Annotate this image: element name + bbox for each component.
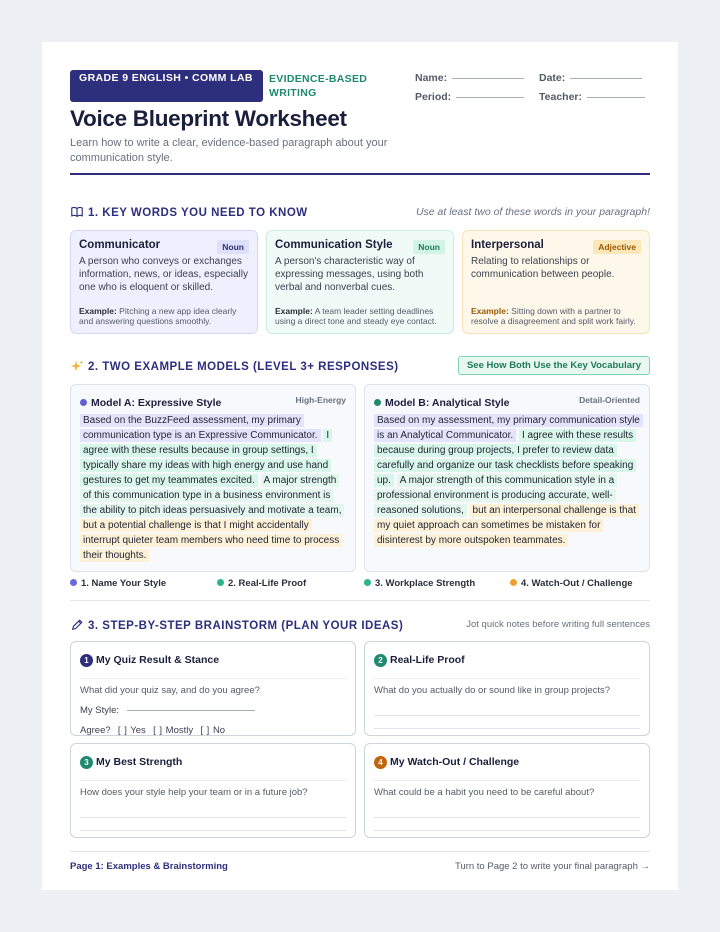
brainstorm-box-4 <box>364 743 650 838</box>
header-divider <box>70 173 650 175</box>
page-subtitle: Learn how to write a clear, evidence-based paragraph about your communication style. <box>70 137 388 164</box>
writing-line[interactable] <box>374 830 640 831</box>
sparkle-icon <box>70 359 84 373</box>
model-b-card <box>364 384 650 572</box>
agree-row <box>80 725 346 736</box>
vocab-example: Example: A team leader setting deadlines using a direct tone and steady eye contact. <box>275 306 437 326</box>
brainstorm-section-title: 3. STEP-BY-STEP BRAINSTORM (PLAN YOUR IDEAS) <box>88 620 404 632</box>
challenge-sentence: but an interpersonal challenge is that my quiet approach can sometimes be mistaken for disinterest by more outspoken teammates. <box>374 504 639 547</box>
vocab-cards <box>70 230 650 334</box>
brainstorm-boxes <box>70 641 650 841</box>
section-divider <box>70 600 650 601</box>
vocab-section-header <box>70 202 650 224</box>
name-label: Name: <box>415 72 448 84</box>
part-of-speech-badge: Adjective <box>593 240 641 254</box>
vocab-card-communication-style <box>266 230 454 334</box>
brainstorm-question: What did your quiz say, and do you agree? <box>80 678 346 696</box>
vocab-example: Example: Pitching a new app idea clearly and answering questions smoothly. <box>79 306 237 326</box>
step-number: 1 <box>80 654 93 667</box>
period-field[interactable] <box>456 97 524 98</box>
strength-sentence: A major strength of this communication style in a professional environment is producing accurate, well-reasoned solutions, <box>374 474 617 517</box>
agree-yes-checkbox[interactable]: [ ] Yes <box>117 725 146 736</box>
legend-item: 3. Workplace Strength <box>364 578 475 589</box>
models-section-header <box>70 356 650 378</box>
legend-item: 2. Real-Life Proof <box>217 578 306 589</box>
my-style-row <box>80 705 346 716</box>
writing-line[interactable] <box>80 817 346 818</box>
brainstorm-question: What could be a habit you need to be careful about? <box>374 780 640 798</box>
my-style-field[interactable] <box>127 710 255 711</box>
teacher-label: Teacher: <box>539 91 582 103</box>
footer-page-label: Page 1: Examples & Brainstorming <box>70 861 228 872</box>
model-dot <box>80 399 87 406</box>
brainstorm-box-2 <box>364 641 650 736</box>
model-paragraph <box>80 413 346 563</box>
vocab-section-note: Use at least two of these words in your paragraph! <box>415 206 650 218</box>
worksheet-header <box>70 70 650 202</box>
model-level: High-Energy <box>295 395 346 405</box>
vocab-card-interpersonal <box>462 230 650 334</box>
style-sentence: Based on my assessment, my primary communication style is an Analytical Communicator. <box>374 414 643 442</box>
step-number: 2 <box>374 654 387 667</box>
vocab-term: Interpersonal <box>471 239 544 251</box>
key-vocabulary-button[interactable]: See How Both Use the Key Vocabulary <box>458 356 650 375</box>
date-field[interactable] <box>570 78 642 79</box>
brainstorm-section-header <box>70 615 650 637</box>
part-of-speech-badge: Noun <box>217 240 249 254</box>
writing-line[interactable] <box>80 830 346 831</box>
brainstorm-box-3 <box>70 743 356 838</box>
page-title: Voice Blueprint Worksheet <box>70 106 347 131</box>
legend-item: 4. Watch-Out / Challenge <box>510 578 633 589</box>
brainstorm-box-1 <box>70 641 356 736</box>
grade-badge: GRADE 9 ENGLISH • COMM LAB <box>70 70 263 102</box>
brainstorm-section-note: Jot quick notes before writing full sentences <box>466 619 650 630</box>
agree-mostly-checkbox[interactable]: [ ] Mostly <box>153 725 194 736</box>
writing-line[interactable] <box>374 817 640 818</box>
footer-next-page: Turn to Page 2 to write your final paragraph → <box>454 861 650 872</box>
writing-line[interactable] <box>374 728 640 729</box>
vocab-definition: A person's characteristic way of expressing messages, using both verbal and nonverbal cues. <box>275 256 424 293</box>
my-style-label: My Style: <box>80 705 120 716</box>
vocab-definition: A person who conveys or exchanges information, news, or ideas, especially one who is eloquent or skilled. <box>79 256 248 293</box>
model-paragraph <box>374 413 640 548</box>
models-section-title: 2. TWO EXAMPLE MODELS (LEVEL 3+ RESPONSES) <box>88 361 399 373</box>
date-label: Date: <box>539 72 566 84</box>
teacher-field[interactable] <box>587 97 645 98</box>
pencil-icon <box>70 618 84 632</box>
step-number: 4 <box>374 756 387 769</box>
vocab-term: Communicator <box>79 239 161 251</box>
proof-sentence: I agree with these results because during group projects, I prefer to review data carefully and organize our task checklists before speaking up. <box>374 429 636 487</box>
brainstorm-box-title: My Best Strength <box>96 756 183 768</box>
agree-label: Agree? <box>80 725 111 736</box>
model-title: Model A: Expressive Style <box>91 397 222 409</box>
brainstorm-box-title: Real-Life Proof <box>390 654 465 666</box>
brainstorm-box-title: My Watch-Out / Challenge <box>390 756 520 768</box>
vocab-definition: Relating to relationships or communication between people. <box>471 256 615 280</box>
vocab-card-communicator <box>70 230 258 334</box>
name-field[interactable] <box>452 78 524 79</box>
writing-tag: EVIDENCE-BASED WRITING <box>269 73 368 99</box>
part-of-speech-badge: Noun <box>413 240 445 254</box>
model-title: Model B: Analytical Style <box>385 397 510 409</box>
color-legend <box>70 578 650 594</box>
vocab-example: Example: Sitting down with a partner to resolve a disagreement and split work fairly. <box>471 306 636 326</box>
brainstorm-question: How does your style help your team or in a future job? <box>80 780 346 798</box>
legend-item: 1. Name Your Style <box>70 578 166 589</box>
model-a-card <box>70 384 356 572</box>
writing-line[interactable] <box>374 715 640 716</box>
vocab-term: Communication Style <box>275 239 393 251</box>
model-dot <box>374 399 381 406</box>
page-footer <box>70 851 650 871</box>
challenge-sentence: but a potential challenge is that I might accidentally interrupt quieter team members who need time to process their thoughts. <box>80 519 342 562</box>
style-sentence: Based on the BuzzFeed assessment, my primary communication type is an Expressive Communicator. <box>80 414 321 442</box>
model-level: Detail-Oriented <box>579 395 640 405</box>
agree-no-checkbox[interactable]: [ ] No <box>200 725 226 736</box>
book-icon <box>70 205 84 219</box>
strength-sentence: A major strength of this communication type in a business environment is the ability to pitch ideas persuasively and motivate a team, <box>80 474 344 517</box>
step-number: 3 <box>80 756 93 769</box>
proof-sentence: I agree with these results because in group settings, I typically share my ideas with high energy and use hand gestures to get my teammates excited. <box>80 429 332 487</box>
period-label: Period: <box>415 91 452 103</box>
brainstorm-box-title: My Quiz Result & Stance <box>96 654 220 666</box>
vocab-section-title: 1. KEY WORDS YOU NEED TO KNOW <box>88 207 308 219</box>
example-models <box>70 384 650 574</box>
worksheet-page <box>42 42 678 890</box>
brainstorm-question: What do you actually do or sound like in group projects? <box>374 678 640 696</box>
